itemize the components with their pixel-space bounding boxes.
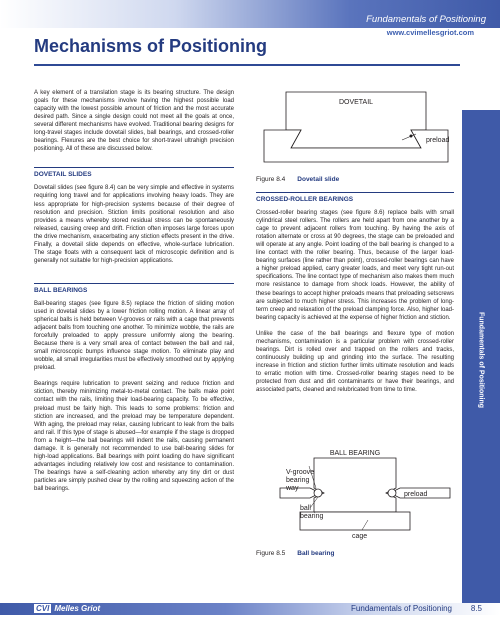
dovetail-label: DOVETAIL [338, 99, 374, 106]
ball-bearings-heading: BALL BEARINGS [34, 286, 88, 294]
ball-preload-label: preload [404, 491, 428, 498]
section-rule [34, 167, 234, 168]
ball-bearing-label: BALL BEARING [329, 450, 381, 457]
running-head: Fundamentals of Positioning [366, 14, 486, 25]
section-rule [34, 283, 234, 284]
dovetail-heading: DOVETAIL SLIDES [34, 171, 92, 179]
vgroove-label: V-groove [286, 469, 315, 476]
dovetail-paragraph: Dovetail slides (see figure 8.4) can be very simple and effective in systems requiring long travel and for applications involving heavy loads. They are less appropriate for high-precision systems because of their degree of resolution and precision. Stiction limits positional resolution and also provides a means whereby stored residual stress can be spontaneously released, causing creep and drift. Friction often imposes large forces upon the drive mechanism, exacerbating any stiction effects present in the drive. Finally, a dovetail slide depends on effective, whole-surface lubrication. The stage floats with a consequent lack of microscopic definition and is generally not suitable for high-precision applications. [34, 185, 234, 264]
crossed-roller-heading: CROSSED-ROLLER BEARINGS [256, 196, 354, 203]
ball-bearing-figure [270, 450, 460, 545]
ball-bearings-paragraph-2: Bearings require lubrication to prevent seizing and reduce friction and stiction, thereby minimizing metal-to-metal contact. The balls make point contact with the rails, limiting their load-bearing capacity. To be effective, preload must be fairly high. This leads to some problems: friction and stiction are increased, and the preload may be temperature dependent. With aging, the preload may relax, causing lubricant to leak from the balls and rail. If this type of stage is abused—for example if the stage is dropped from a height—the ball bearings will indent the rails, causing permanent damage. It is generally not recommended to use ball-bearing slides for high-load applications. Ball bearings with point loading do have significant advantages including relatively low cost and resistance to contamination. The bearings have a self-cleaning action whereby any tiny dirt or dust particles are simply pushed clear by the rolling and squeezing action of the ball bearings. [34, 381, 234, 492]
cage-label: cage [352, 533, 368, 540]
figure-number: Figure 8.4 [256, 176, 286, 183]
ball-label-line-2: bearing [300, 513, 324, 520]
left-column [34, 89, 234, 501]
ball-bearings-paragraph-1: Ball-bearing stages (see figure 8.5) replace the friction of sliding motion used in dovetail slides by a lower friction rolling motion. A linear array of spherical balls is held between V-grooves or rails with a cage that prevents adjacent balls from touching one another. To minimize wobble, the rails are forcefully preloaded to apply pressure uniformly along the bearing. Because there is a very small area of contact between the ball and rail, small microscopic bumps influence stage motion. To eliminate play and wobble, all small irregularities must be effectively smoothed out by applying preload. [34, 300, 234, 372]
site-url-link[interactable]: www.cvimellesgriot.com [386, 28, 474, 37]
side-tab [462, 110, 500, 610]
side-tab-label: Fundamentals of Positioning [477, 311, 485, 409]
vgroove-label-line-2: bearing [286, 477, 310, 484]
figure-caption-8-5 [256, 550, 335, 557]
figure-title: Ball bearing [297, 550, 335, 557]
title-rule [34, 64, 460, 66]
dovetail-preload-label: preload [426, 137, 450, 144]
ball-bearing-diagram [270, 450, 460, 545]
figure-title: Dovetail slide [297, 176, 340, 183]
ball-label: ball [300, 505, 311, 512]
intro-paragraph: A key element of a translation stage is its bearing structure. The design goals for these mechanisms involve having the highest possible load capacity with the lowest possible amount of friction and the most accurate desired path. Since a single design could not meet all the goals at once, several different mechanisms have evolved. Traditional bearing designs for long-travel stages include dovetail slides, ball bearings, and crossed-roller bearings. Flexures are the best choice for short-travel ultrahigh precision positioning. All of these are discussed below. [34, 90, 234, 153]
page-title: Mechanisms of Positioning [34, 36, 268, 56]
dovetail-figure [256, 90, 456, 165]
logo-mark: CVI [36, 604, 50, 613]
dovetail-diagram [256, 90, 456, 165]
footer-section-title: Fundamentals of Positioning [351, 604, 452, 613]
vgroove-label-line-3: way [286, 485, 299, 492]
company-logo [34, 604, 100, 613]
page-number: 8.5 [470, 604, 482, 613]
logo-text: Melles Griot [54, 604, 101, 613]
crossed-roller-paragraph-1: Crossed-roller bearing stages (see figure 8.6) replace balls with small cylindrical steel rollers. The rollers are held apart from one another by a cage to prevent adjacent rollers from touching. By having the axis of rotation alternate or cross at 90 degrees, the stage can be preloaded and will operate at any angle. Point loading of the ball bearing is changed to a line contact with the roller bearing. Thus, because of the larger load-bearing surfaces (line rather than point), crossed-roller bearings can have a higher preload applied, carry greater loads, and meet very tight run-out specifications. The line contact type of mechanism also makes them much more resistance to damage from shock loads. However, the ability of these bearings to accept higher preloads means that preloading setscrews are subjected to much higher stress. This increases the problem of long-term creep and relaxation of the preload clamping force. Also, higher load-bearing capacity is achieved at the expense of higher friction and stiction. [256, 210, 454, 321]
figure-caption-8-4 [256, 176, 339, 183]
right-column [256, 192, 454, 402]
crossed-roller-paragraph-2: Unlike the case of the ball bearings and flexure type of motion mechanisms, contamination is a particular problem with crossed-roller bearings. Dirt is rolled over and trapped on the rollers and tracks, continuously building up and grinding into the surface. The resulting increase in friction and stiction further limits ultimate resolution and leads to erratic motion with time. Crossed-roller bearing stages need to be protected from dust and dirt contaminants or have their bearings, and associated parts, cleaned and relubricated from time to time. [256, 330, 454, 394]
figure-number: Figure 8.5 [256, 550, 286, 557]
section-rule [256, 192, 454, 193]
